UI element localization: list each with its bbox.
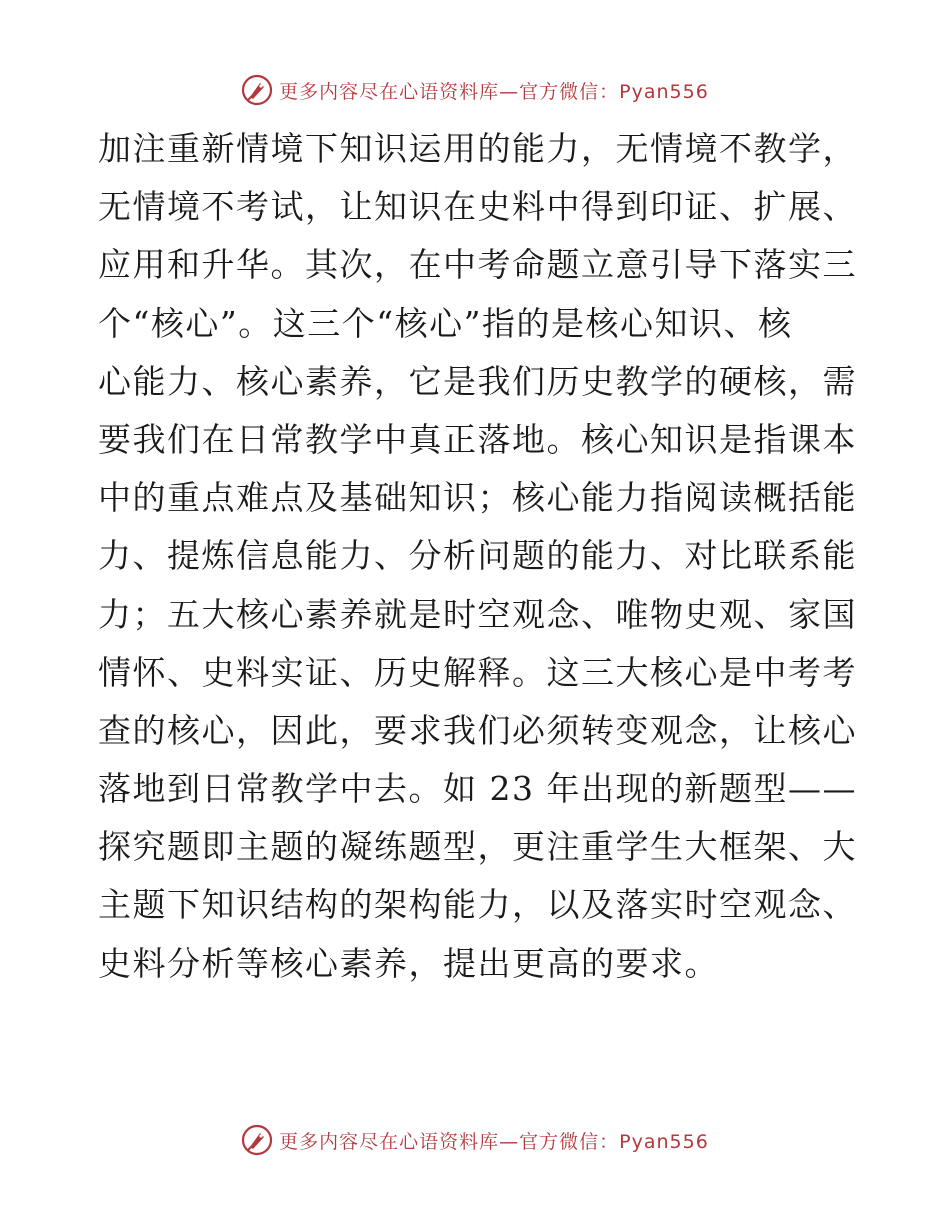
body-line: 探究题即主题的凝练题型，更注重学生大框架、大 [98,827,857,867]
header-banner [0,70,950,110]
body-line: 查的核心，因此，要求我们必须转变观念，让核心 [98,710,857,750]
body-line: 情怀、史料实证、历史解释。这三大核心是中考考 [98,652,857,692]
document-body [98,120,858,993]
pen-nib-logo-icon [241,74,273,106]
pen-nib-logo-icon [241,1124,273,1156]
body-line: 要我们在日常教学中真正落地。核心知识是指课本 [98,419,857,459]
body-line: 加注重新情境下知识运用的能力，无情境不教学， [98,129,857,168]
body-line: 落地到日常教学中去。如 23 年出现的新题型—— [98,769,857,809]
body-line: 中的重点难点及基础知识；核心能力指阅读概括能 [98,478,857,518]
footer-banner [0,1120,950,1160]
body-line: 应用和升华。其次，在中考命题立意引导下落实三 [98,245,857,285]
body-line: 个“核心”。这三个“核心”指的是核心知识、核 [98,303,793,343]
body-line: 心能力、核心素养，它是我们历史教学的硬核，需 [98,361,857,401]
body-line: 力；五大核心素养就是时空观念、唯物史观、家国 [98,594,857,634]
body-line: 主题下知识结构的架构能力，以及落实时空观念、 [98,885,857,925]
header-text: 更多内容尽在心语资料库—官方微信：Pyan556 [279,80,709,103]
footer-text: 更多内容尽在心语资料库—官方微信：Pyan556 [279,1130,709,1153]
body-line: 无情境不考试，让知识在史料中得到印证、扩展、 [98,187,857,227]
body-line: 力、提炼信息能力、分析问题的能力、对比联系能 [98,536,857,576]
body-line: 史料分析等核心素养，提出更高的要求。 [98,943,719,983]
